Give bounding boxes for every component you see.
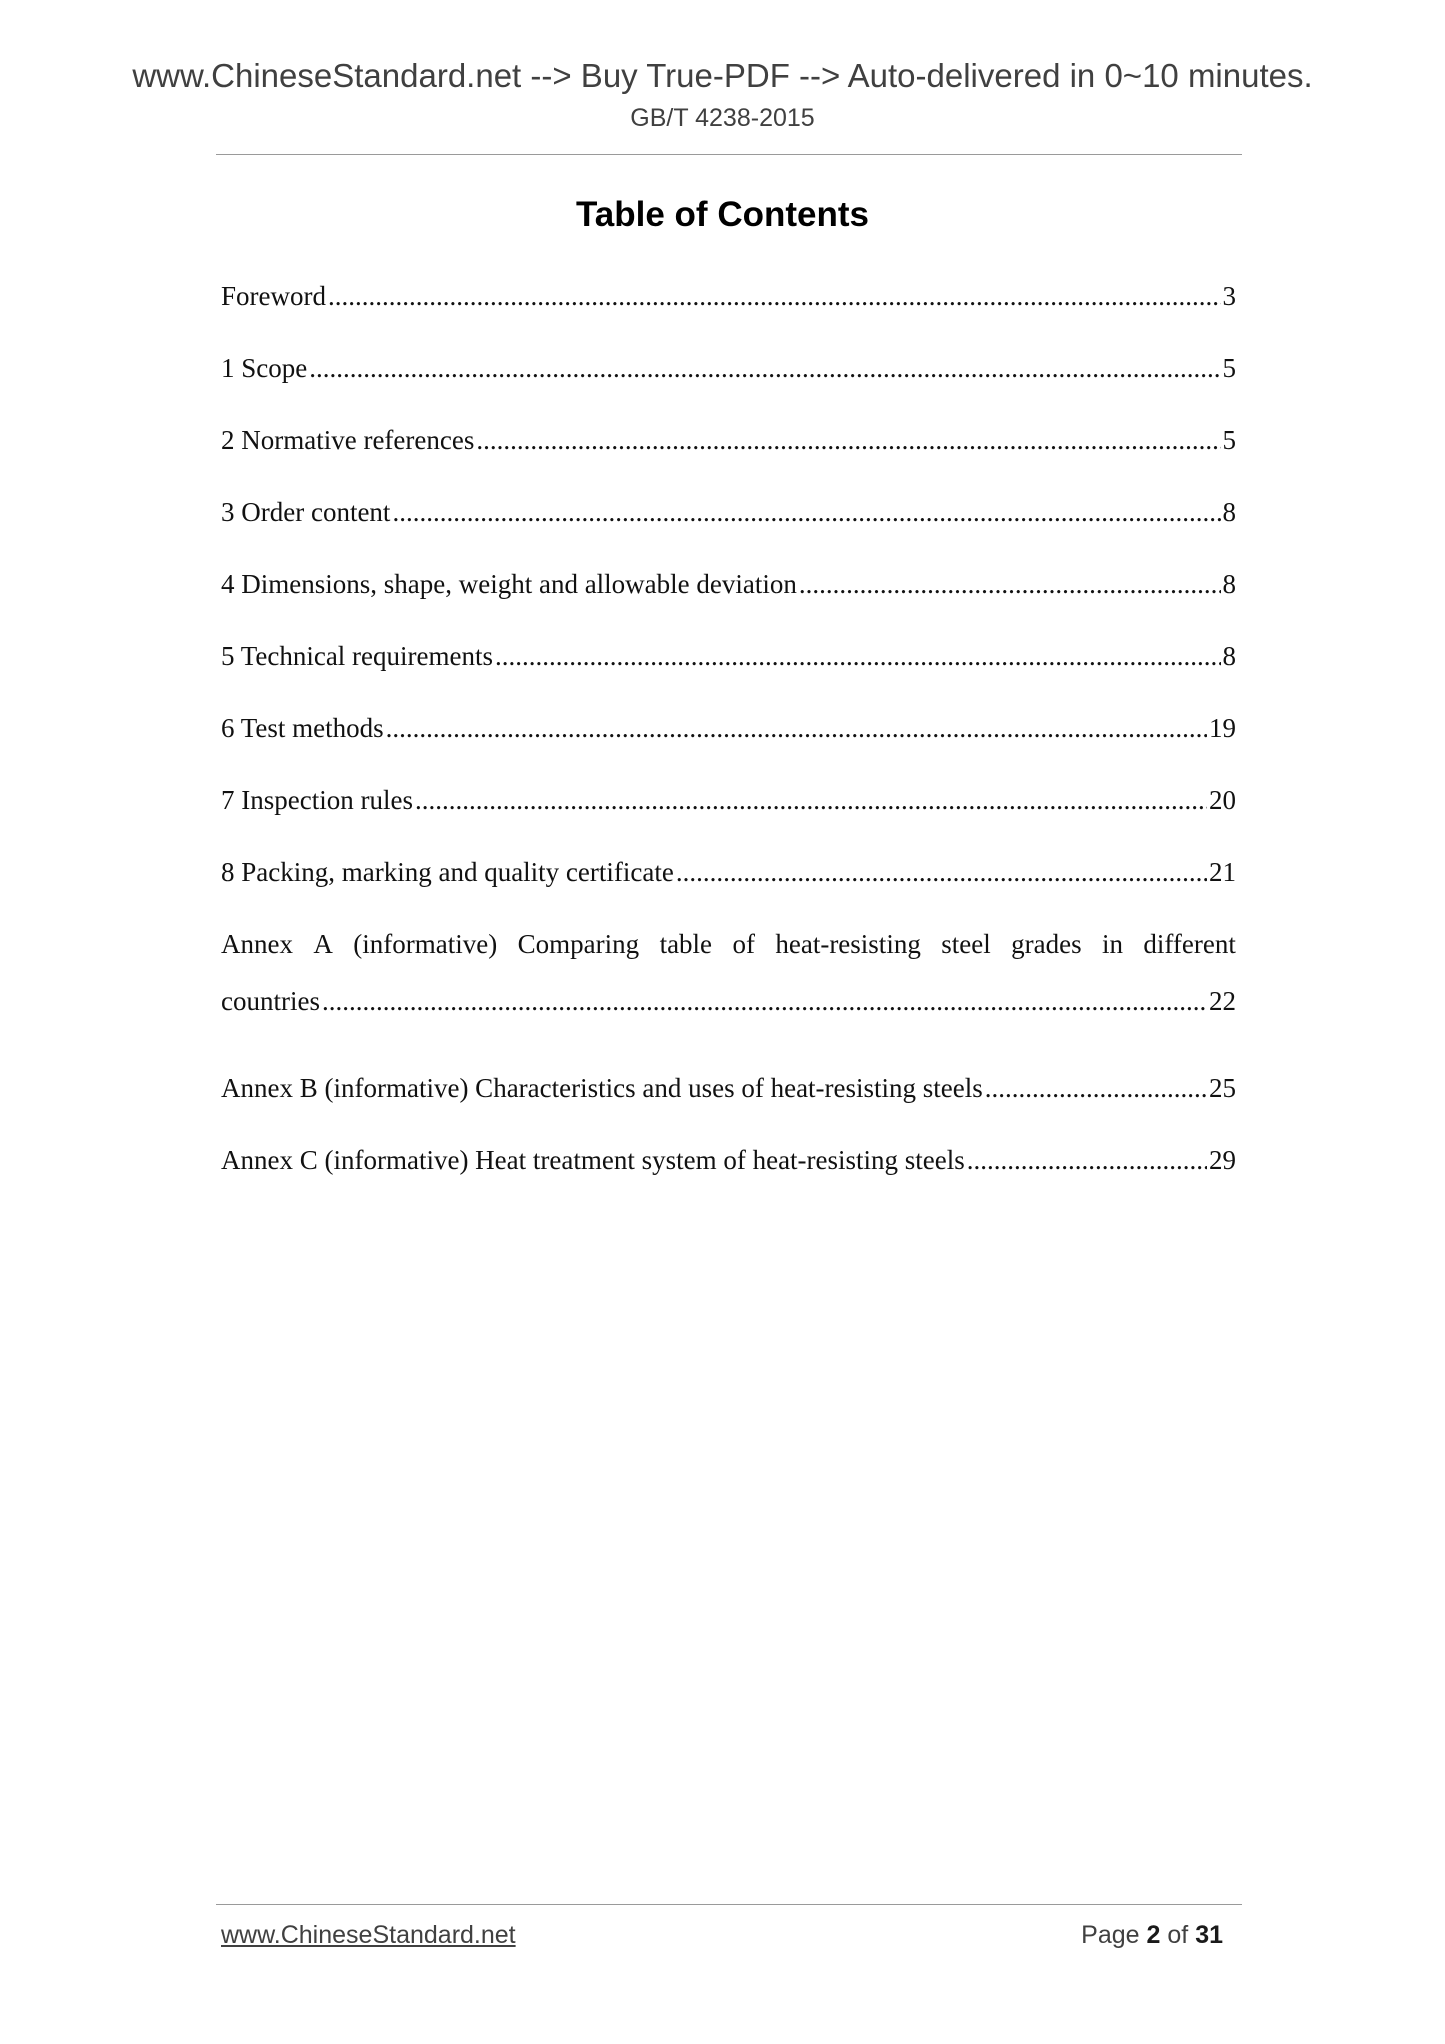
dot-leader <box>386 702 1207 754</box>
page-prefix: Page <box>1081 1921 1140 1949</box>
toc-entry-label: 4 Dimensions, shape, weight and allowable deviation <box>221 569 797 599</box>
toc-entry-label: 5 Technical requirements <box>221 641 494 671</box>
dot-leader <box>676 846 1207 898</box>
toc-entry-label: 2 Normative references <box>221 425 475 455</box>
dot-leader <box>309 342 1220 394</box>
toc-entry-page: 25 <box>1209 1073 1236 1103</box>
toc-entry-label-line1 <box>221 918 1236 975</box>
toc-list <box>221 270 1236 1206</box>
toc-entry-word: grades <box>1011 929 1082 959</box>
footer-divider <box>216 1904 1242 1905</box>
toc-entry-page: 8 <box>1222 641 1236 671</box>
dot-leader <box>392 486 1220 538</box>
toc-entry-label: 3 Order content <box>221 497 391 527</box>
dot-leader <box>495 630 1220 682</box>
dot-leader <box>985 1062 1207 1114</box>
toc-entry-word: (informative) <box>353 929 498 959</box>
page-indicator <box>1081 1921 1223 1950</box>
toc-entry-label: Annex B (informative) Characteristics and uses of heat-resisting steels <box>221 1073 983 1103</box>
toc-entry-word: countries <box>221 986 320 1016</box>
toc-entry-page: 19 <box>1209 713 1236 743</box>
toc-entry-word: different <box>1143 929 1236 959</box>
toc-entry-scope[interactable] <box>221 342 1236 414</box>
footer-website-link[interactable]: www.ChineseStandard.net <box>221 1921 516 1949</box>
toc-entry-label: Foreword <box>221 281 326 311</box>
toc-entry-word: in <box>1102 929 1124 959</box>
toc-entry-packing[interactable] <box>221 846 1236 918</box>
toc-entry-page: 5 <box>1222 425 1236 455</box>
toc-entry-label: 6 Test methods <box>221 713 384 743</box>
toc-entry-page: 20 <box>1209 785 1236 815</box>
toc-entry-page: 29 <box>1209 1145 1236 1175</box>
toc-entry-label-line2 <box>221 975 1236 1027</box>
toc-entry-page: 21 <box>1209 857 1236 887</box>
page-of: of <box>1167 1921 1189 1949</box>
dot-leader <box>328 270 1221 322</box>
toc-entry-page: 8 <box>1222 497 1236 527</box>
page-current: 2 <box>1146 1921 1161 1949</box>
dot-leader <box>967 1134 1207 1186</box>
dot-leader <box>322 975 1207 1027</box>
dot-leader <box>799 558 1221 610</box>
toc-entry-test-methods[interactable] <box>221 702 1236 774</box>
toc-entry-page: 8 <box>1222 569 1236 599</box>
toc-entry-page: 5 <box>1222 353 1236 383</box>
toc-title: Table of Contents <box>576 195 869 234</box>
toc-entry-annex-c[interactable] <box>221 1134 1236 1206</box>
toc-entry-label: 8 Packing, marking and quality certificate <box>221 857 674 887</box>
toc-entry-normative-references[interactable] <box>221 414 1236 486</box>
header-banner: www.ChineseStandard.net --> Buy True-PDF --> Auto-delivered in 0~10 minutes. <box>132 57 1313 94</box>
toc-entry-label: 7 Inspection rules <box>221 785 413 815</box>
page-total: 31 <box>1195 1921 1223 1949</box>
header-divider <box>216 154 1242 155</box>
toc-entry-label: Annex C (informative) Heat treatment system of heat-resisting steels <box>221 1145 965 1175</box>
toc-entry-word: steel <box>941 929 991 959</box>
standard-code: GB/T 4238-2015 <box>630 104 815 132</box>
toc-entry-word: A <box>313 929 333 959</box>
toc-entry-annex-b[interactable] <box>221 1062 1236 1134</box>
toc-entry-word: heat-resisting <box>775 929 921 959</box>
toc-entry-word: of <box>732 929 755 959</box>
toc-entry-word: Annex <box>221 929 293 959</box>
toc-entry-foreword[interactable] <box>221 270 1236 342</box>
dot-leader <box>476 414 1220 466</box>
toc-entry-inspection-rules[interactable] <box>221 774 1236 846</box>
toc-entry-label: 1 Scope <box>221 353 308 383</box>
dot-leader <box>415 774 1207 826</box>
toc-entry-dimensions[interactable] <box>221 558 1236 630</box>
toc-entry-page: 22 <box>1209 986 1236 1016</box>
toc-entry-page: 3 <box>1222 281 1236 311</box>
toc-entry-word: table <box>659 929 713 959</box>
toc-entry-annex-a[interactable] <box>221 918 1236 1062</box>
toc-entry-technical-requirements[interactable] <box>221 630 1236 702</box>
toc-entry-order-content[interactable] <box>221 486 1236 558</box>
toc-entry-word: Comparing <box>517 929 640 959</box>
